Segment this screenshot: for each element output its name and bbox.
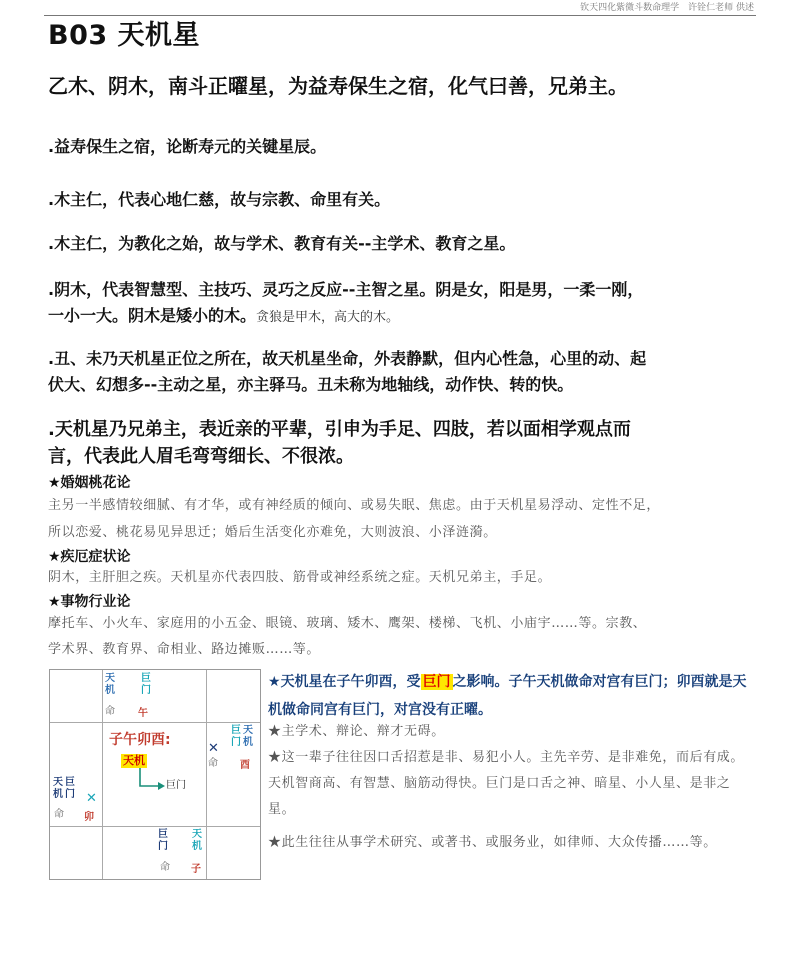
point-1: .益寿保生之宿，论断寿元的关键星辰。: [48, 137, 327, 156]
highlight-jumen: 巨门: [422, 674, 451, 690]
point-4-note: 贪狼是甲木，高大的木。: [256, 310, 400, 325]
point-4-cont: [48, 304, 399, 330]
point-4-cont-text: 一小一大。阴木是矮小的木。: [48, 306, 257, 325]
point-2: .木主仁，代表心地仁慈，故与宗教、命里有关。: [48, 190, 391, 209]
point-6: .天机星乃兄弟主，表近亲的平辈，引申为手足、四肢，若以面相学观点而: [48, 419, 631, 440]
wu-star1: 天 机: [105, 673, 115, 696]
wu-ming: 命: [105, 706, 115, 717]
header-source: 钦天四化紫微斗数命理学 许铨仁老师 供述: [580, 3, 754, 13]
zi-branch: 子: [191, 864, 201, 875]
mao-cross-icon: ✕: [86, 791, 97, 806]
point-3: .木主仁，为教化之始，故与学术、教育有关--主学术、教育之星。: [48, 234, 516, 253]
mao-branch: 卯: [84, 812, 94, 823]
right-bold-note: ★天机星在子午卯酉，受 巨门 之影响。子午天机做命对宫有巨门；卯酉就是天机做命同宫有巨门，对宫没有正曜。: [268, 674, 747, 718]
section-heading-illness: ★疾厄症状论: [48, 549, 131, 565]
mao-star1: 天 机: [53, 777, 63, 800]
center-title: 子午卯酉:: [109, 732, 171, 748]
point-4: .阴木，代表智慧型、主技巧、灵巧之反应--主智之星。阴是女，阳是男，一柔一刚，: [48, 280, 644, 299]
point-5: .丑、未乃天机星正位之所在，故天机星坐命，外表静默，但内心性急，心里的动、起: [48, 349, 647, 368]
intro-line: 乙木、阴木，南斗正曜星，为益寿保生之宿，化气曰善，兄弟主。: [48, 74, 628, 98]
you-branch: 酉: [240, 760, 250, 771]
section-body-illness: 阴木，主肝胆之疾。天机星亦代表四肢、筋骨或神经系统之症。天机兄弟主，手足。: [48, 570, 552, 585]
section-body-marriage-2: 所以恋爱、桃花易见异思迁；婚后生活变化亦难免，大则波浪、小泽涟漪。: [48, 525, 497, 540]
wu-star2: 巨 门: [141, 673, 151, 696]
page-title: B03 天机星: [48, 20, 201, 51]
point-6-cont: 言，代表此人眉毛弯弯细长、不很浓。: [48, 446, 354, 467]
zi-star2: 天 机: [192, 829, 202, 852]
center-target: 巨门: [166, 780, 186, 791]
right-note-1: ★主学术、辩论、辩才无碍。: [268, 724, 445, 739]
section-heading-marriage: ★婚姻桃花论: [48, 475, 131, 491]
section-heading-career: ★事物行业论: [48, 594, 131, 610]
you-star1: 巨 门: [231, 725, 241, 748]
zi-star1: 巨 门: [158, 829, 168, 852]
point-5-cont: 伏大、幻想多--主动之星，亦主驿马。丑未称为地轴线，动作快、转的快。: [48, 375, 574, 394]
center-star: 天机: [123, 754, 145, 767]
mao-star2: 巨 门: [65, 777, 75, 800]
zi-ming: 命: [160, 862, 170, 873]
grid-line: [206, 670, 207, 879]
section-body-marriage-1: 主另一半感情较细腻、有才华，或有神经质的倾向、或易失眠、焦虑。由于天机星易浮动、定性不足，: [48, 498, 661, 513]
palace-diagram: [49, 669, 261, 880]
arrow-icon: [138, 768, 168, 792]
you-ming: 命: [208, 758, 218, 769]
you-star2: 天 机: [243, 725, 253, 748]
mao-ming: 命: [54, 809, 64, 820]
right-note-3: ★此生往往从事学术研究、或著书、或服务业，如律师、大众传播……等。: [268, 835, 717, 850]
section-body-career-2: 学术界、教育界、命相业、路边摊贩……等。: [48, 642, 321, 657]
right-note-2: ★这一辈子往往因口舌招惹是非、易犯小人。主先辛劳、是非难免，而后有成。天机智商高、有智慧、脑筋动得快。巨门是口舌之神、暗星、小人星、是非之星。: [268, 750, 745, 817]
section-body-career-1: 摩托车、小火车、家庭用的小五金、眼镜、玻璃、矮木、鹰架、楼梯、飞机、小庙宇……等。宗教、: [48, 616, 647, 631]
wu-branch: 午: [138, 708, 148, 719]
grid-line: [50, 826, 260, 827]
you-cross-icon: ✕: [208, 741, 219, 756]
